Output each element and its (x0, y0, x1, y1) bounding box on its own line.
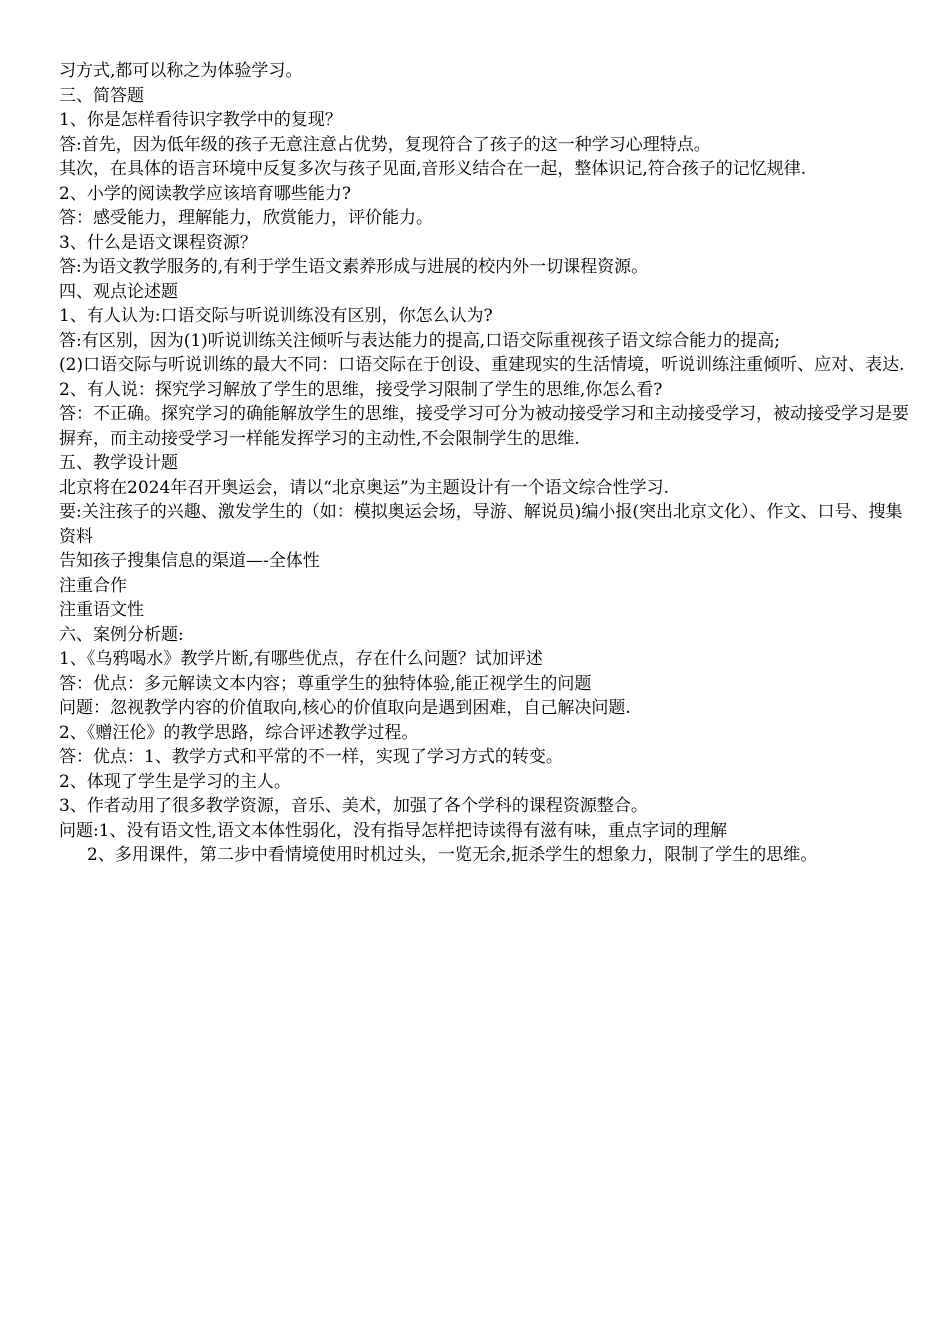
case-answer-2-problem-1: 问题:1、没有语文性,语文本体性弱化，没有指导怎样把诗读得有滋有味，重点字词的理解 (59, 820, 727, 841)
argument-answer-1-part-2: (2)口语交际与听说训练的最大不同：口语交际在于创设、重建现实的生活情境，听说训练注重倾听、应对、表达. (59, 355, 905, 375)
argument-answer-2: 答：不正确。探究学习的确能解放学生的思维，接受学习可分为被动接受学习和主动接受学习，被动接受学习是要摒弃，而主动接受学习一样能发挥学习的主动性,不会限制学生的思维. (59, 404, 909, 449)
design-prompt: 北京将在2024年召开奥运会，请以“北京奥运”为主题设计有一个语文综合性学习. (59, 477, 670, 498)
answer-1-part-1: 答:首先，因为低年级的孩子无意注意占优势，复现符合了孩子的这一种学习心理特点。 (59, 134, 711, 155)
argument-answer-1-part-1: 答:有区别，因为(1)听说训练关注倾听与表达能力的提高,口语交际重视孩子语文综合能力的提高; (59, 330, 780, 351)
answer-2: 答：感受能力，理解能力，欣赏能力，评价能力。 (59, 208, 433, 228)
question-2: 2、小学的阅读教学应该培育哪些能力? (59, 183, 351, 204)
case-question-1: 1、《乌鸦喝水》教学片断,有哪些优点，存在什么问题？试加评述 (59, 649, 543, 669)
argument-question-2: 2、有人说：探究学习解放了学生的思维，接受学习限制了学生的思维,你怎么看? (59, 379, 663, 400)
question-1: 1、你是怎样看待识字教学中的复现？ (59, 110, 342, 130)
answer-3: 答:为语文教学服务的,有利于学生语文素养形成与进展的校内外一切课程资源。 (59, 257, 649, 277)
design-point-2: 注重合作 (59, 575, 127, 596)
answer-1-part-2: 其次，在具体的语言环境中反复多次与孩子见面,音形义结合在一起，整体识记,符合孩子的记忆规律. (59, 159, 807, 179)
section-heading-argument: 四、观点论述题 (59, 281, 178, 302)
document-page (59, 59, 909, 868)
section-heading-short-answer: 三、简答题 (59, 85, 144, 106)
case-answer-2-strength-1: 答：优点：1、教学方式和平常的不一样，实现了学习方式的转变。 (59, 747, 563, 767)
case-answer-1-strengths: 答：优点：多元解读文本内容；尊重学生的独特体验,能正视学生的问题 (59, 673, 592, 694)
case-answer-2-strength-3: 3、作者动用了很多教学资源，音乐、美术，加强了各个学科的课程资源整合。 (59, 796, 648, 816)
question-3: 3、什么是语文课程资源？ (59, 232, 257, 253)
design-point-3: 注重语文性 (59, 600, 144, 620)
case-answer-1-problems: 问题：忽视教学内容的价值取向,核心的价值取向是遇到困难，自己解决问题. (59, 698, 631, 718)
case-question-2: 2、《赠汪伦》的教学思路，综合评述教学过程。 (59, 722, 419, 743)
argument-question-1: 1、有人认为:口语交际与听说训练没有区别，你怎么认为? (59, 306, 493, 326)
section-heading-case: 六、案例分析题: (59, 624, 184, 645)
design-point-1: 告知孩子搜集信息的渠道—-全体性 (59, 551, 320, 571)
section-heading-design: 五、教学设计题 (59, 453, 178, 473)
design-requirements: 要:关注孩子的兴趣、激发学生的（如：模拟奥运会场，导游、解说员)编小报(突出北京文化）、作文、口号、搜集资料 (59, 502, 903, 547)
case-answer-2-problem-2: 2、多用课件，第二步中看情境使用时机过头，一览无余,扼杀学生的想象力，限制了学生的思维。 (87, 845, 818, 865)
text-line-continuation: 习方式,都可以称之为体验学习。 (59, 61, 303, 81)
case-answer-2-strength-2: 2、体现了学生是学习的主人。 (59, 771, 291, 792)
